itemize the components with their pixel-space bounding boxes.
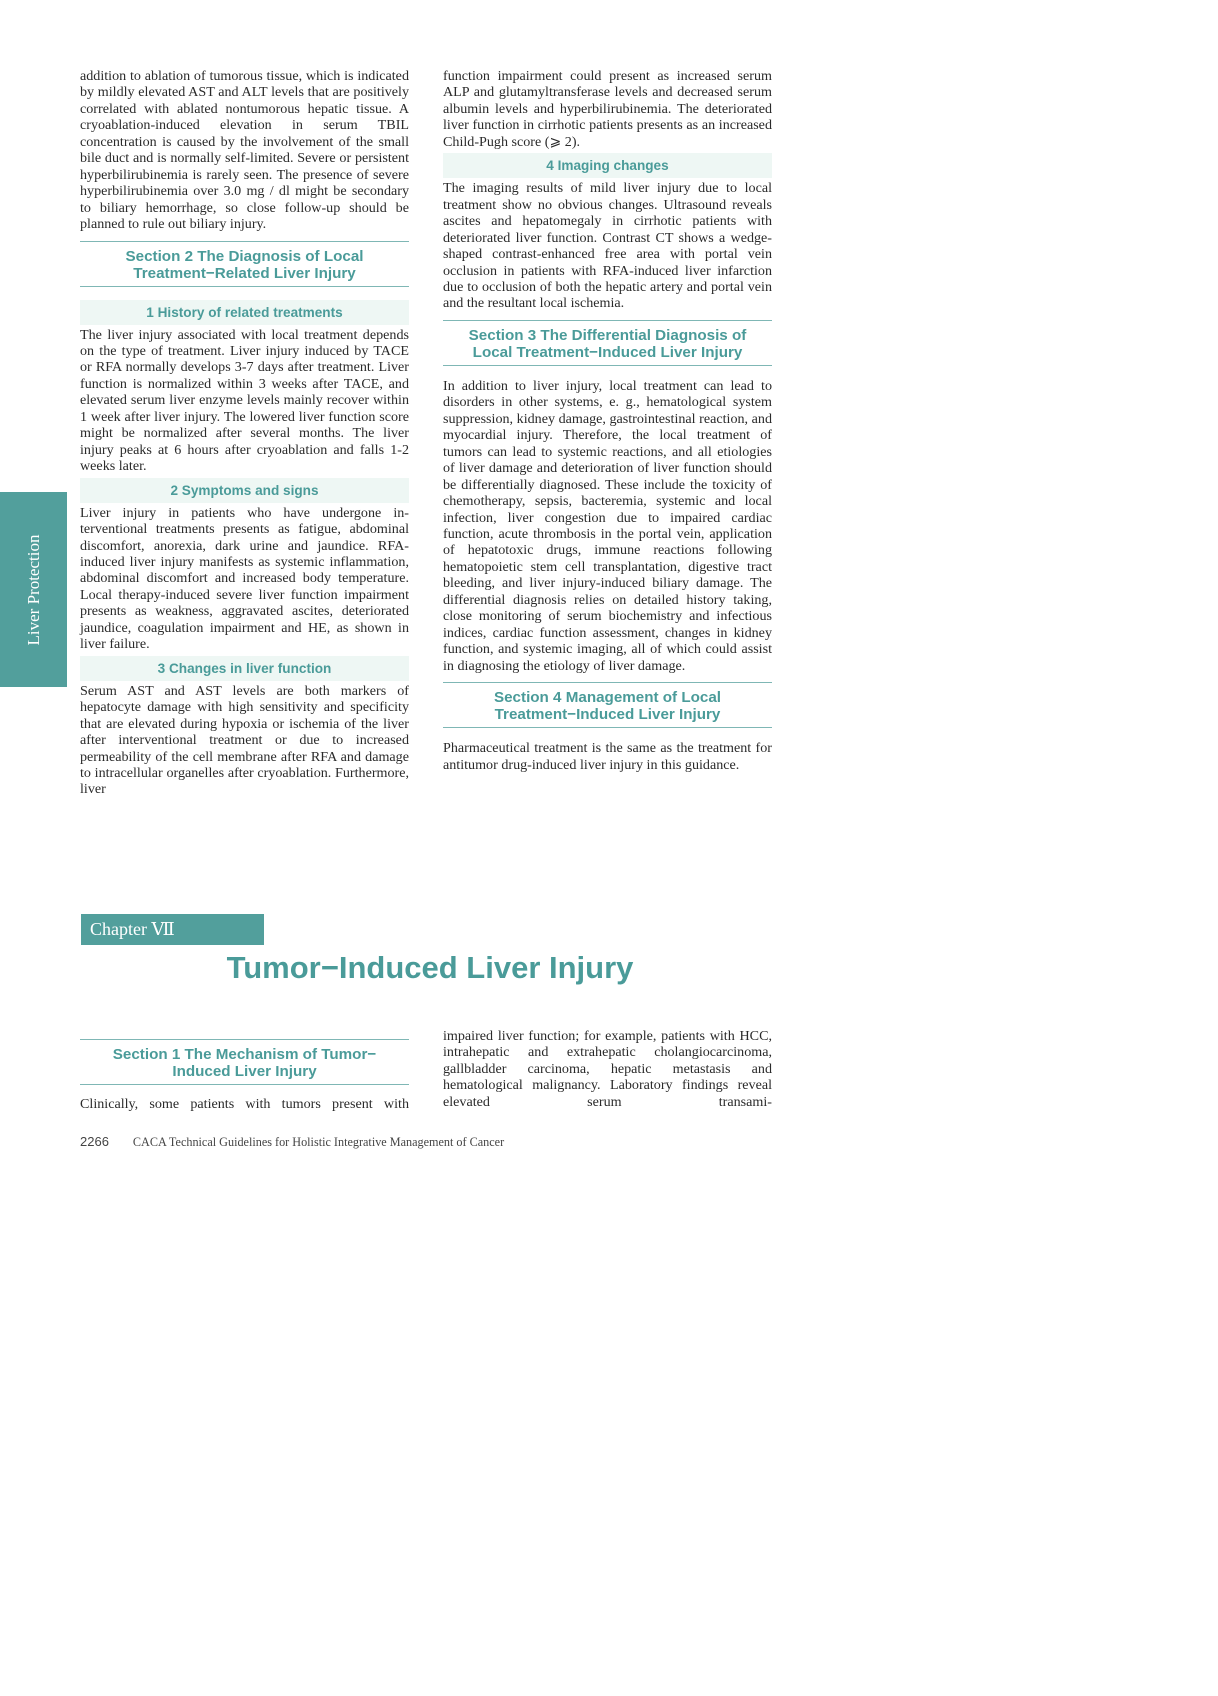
section-2-title-line1: Section 2 The Diagnosis of Local — [125, 247, 364, 265]
section-3-title-line1: Section 3 The Differential Diagnosis of — [468, 326, 747, 344]
section-3-text: In addition to liver injury, local treatment can lead to disorders in other systems, e. g., hematological system suppression, kidney damage, gastrointestinal reaction, and myocardial injury. Therefore, the local treatment of tumors can lead to systemic reactions, and all etiologies of liver damage and deterioration of liver function should be differentially diagnosed. These include the toxicity of chemotherapy, sepsis, bacteremia, systemic and local infection, liver congestion due to impaired cardiac function, acute thrombosis in the portal vein, application of hepatotoxic drugs, immune reactions following hematopoietic stem cell transplantation, digestive tract bleeding, and liver injury-induced biliary damage. The differential diagnosis relies on detailed history taking, close monitoring of serum biochemistry and infectious indices, cardiac function assessment, changes in kidney function, and systemic imaging, all of which could assist in diagnosing the etiology of liver damage. — [443, 377, 772, 674]
subsection-3-text: Serum AST and AST levels are both markers of hepatocyte damage with high sensitivity and specificity that are elevated during hypoxia or ischemia of the liver after interventional treatment or due to increased permeability of the cell membrane after RFA and damage to intracellular organelles after cryoablation. Furthermore, liver — [80, 682, 409, 798]
subsection-4-heading: 4 Imaging changes — [443, 153, 772, 178]
side-tab-label: Liver Protection — [23, 534, 43, 645]
chapter-section-1-title-line2: Induced Liver Injury — [172, 1063, 317, 1080]
right-column — [443, 68, 772, 773]
subsection-1-text: The liver injury associated with local treatment depends on the type of treatment. Liver injury induced by TACE or RFA normally develops 3-7 days after treatment. Liver function is normalized within 3 weeks after TACE, and elevated serum liver enzyme levels mainly recover within 1 week after liver injury. The lowered liver function score might be normalized after several months. The liver injury peaks at 6 hours after cryoablation and falls 1-2 weeks later. — [80, 326, 409, 475]
page-footer — [80, 1133, 504, 1151]
left-column — [80, 68, 409, 798]
chapter-banner: Chapter Ⅶ — [81, 914, 264, 945]
chapter-left-column — [80, 1039, 409, 1112]
chapter-title: Tumor−Induced Liver Injury — [226, 950, 634, 985]
chapter-section-1-text-continued: impaired liver function; for example, patients with HCC, intrahepatic and extrahepatic cholangiocarcinoma, gallbladder carcinoma, hepatic metastasis and hematological malignancy. Laboratory findings reveal elevated serum transami- — [443, 1028, 772, 1110]
paragraph-continued: function impairment could present as increased serum ALP and glutamyltransferase levels and decreased serum albumin levels and hyperbilirubinemia. The deteriorated liver function in cirrhotic patients presents as an increased Child-Pugh score (⩾ 2). — [443, 68, 772, 150]
chapter-section-1-text: Clinically, some patients with tumors present with — [80, 1096, 409, 1112]
section-4-heading — [443, 682, 772, 728]
paragraph-intro: addition to ablation of tumorous tissue, which is indicated by mildly elevated AST and ALT levels that are positively correlated with ablated nontumorous hepatic tissue. A cryoablation-induced elevation in serum TBIL concentration is caused by the involvement of the small bile duct and is normally self-limited. Severe or persistent hyperbilirubinemia is rarely seen. The presence of severe hyperbilirubinemia over 3.0 mg / dl might be secondary to biliary hemorrhage, so close follow-up should be planned to rule out biliary injury. — [80, 68, 409, 233]
chapter-section-1-title-line1: Section 1 The Mechanism of Tumor− — [112, 1046, 377, 1063]
running-title: CACA Technical Guidelines for Holistic Integrative Management of Cancer — [132, 1135, 505, 1149]
page-number: 2266 — [80, 1134, 109, 1149]
chapter-right-column — [443, 1028, 772, 1110]
section-4-title-line2: Treatment−Induced Liver Injury — [494, 706, 721, 724]
subsection-3-heading: 3 Changes in liver function — [80, 656, 409, 681]
section-3-heading — [443, 320, 772, 366]
chapter-section-1-heading — [80, 1039, 409, 1085]
subsection-1-heading: 1 History of related treatments — [80, 300, 409, 325]
subsection-2-heading: 2 Symptoms and signs — [80, 478, 409, 503]
section-3-title-line2: Local Treatment−Induced Liver Injury — [472, 343, 743, 361]
subsection-4-text: The imaging results of mild liver injury due to local treatment show no obvious changes. Ultrasound reveals ascites and hepatomegaly in cirrhotic patients with deteriorated liver function. Contrast CT shows a wedge-shaped contrast-enhanced free area with portal vein occlusion in patients with RFA-induced liver infarction due to occlusion of both the hepatic artery and portal vein and the resultant local ischemia. — [443, 180, 772, 312]
section-4-text: Pharmaceutical treatment is the same as the treatment for antitumor drug-induced liver injury in this guidance. — [443, 740, 772, 773]
side-section-tab — [0, 492, 67, 687]
section-2-heading — [80, 241, 409, 287]
section-2-title-line2: Treatment−Related Liver Injury — [133, 264, 356, 282]
section-4-title-line1: Section 4 Management of Local — [493, 689, 721, 707]
subsection-2-text: Liver injury in patients who have undergone interventional treatments presents as fatigue, abdominal discomfort, anorexia, dark urine and jaundice. RFA-induced liver injury manifests as systemic inflammation, abdominal discomfort and increased body temperature. Local therapy-induced severe liver function impairment presents as weakness, aggravated ascites, deteriorated jaundice, coagulation impairment and HE, as shown in liver failure. — [80, 504, 409, 653]
